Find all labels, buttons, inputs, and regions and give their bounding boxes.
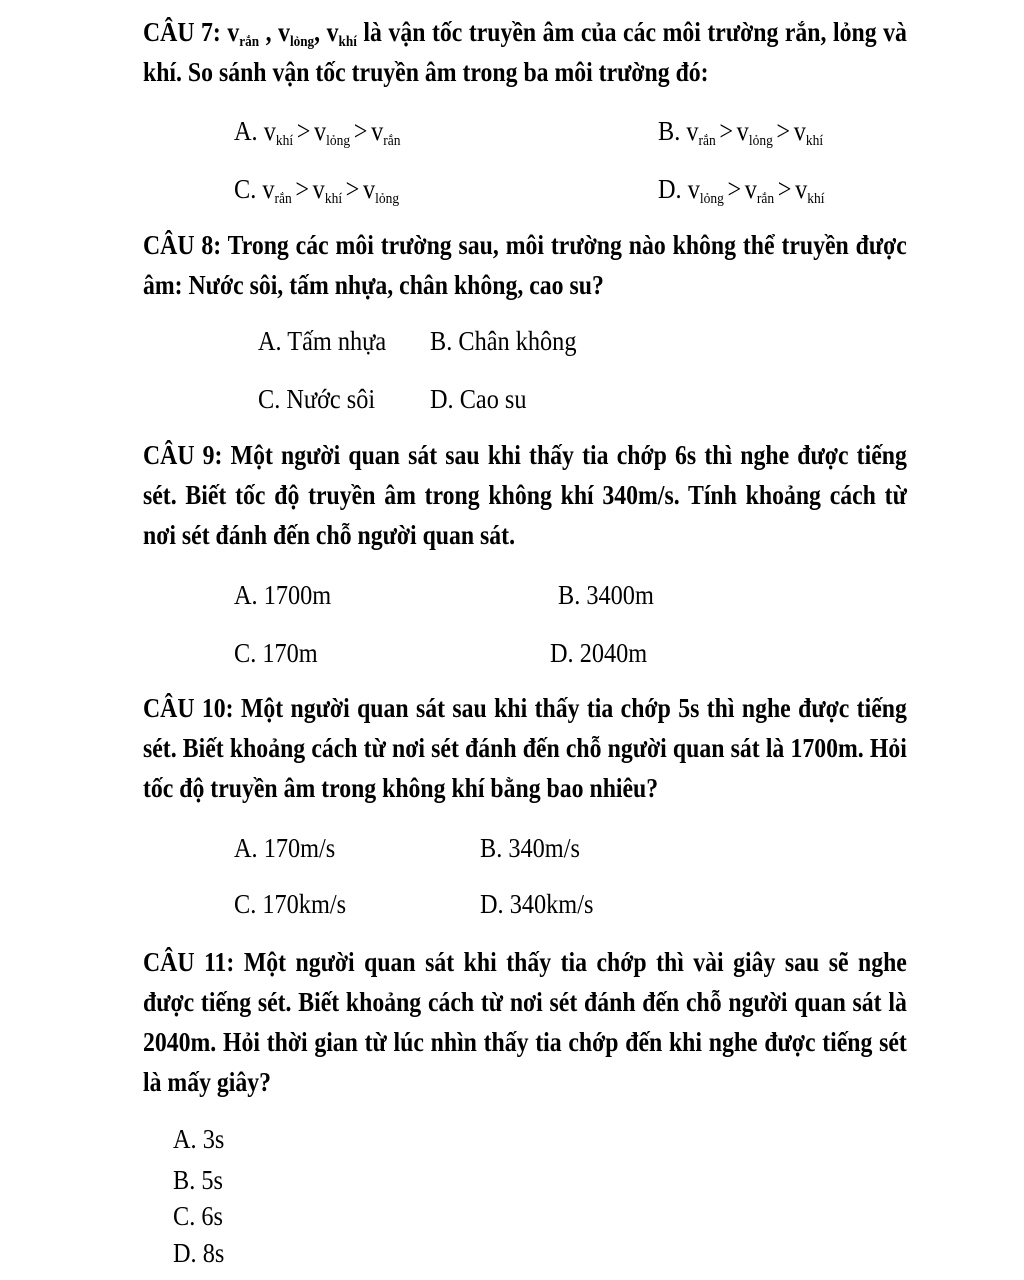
- q10-option-d[interactable]: D. 340km/s: [480, 889, 594, 919]
- question-7: CÂU 7: $v_{rắn}$ , $v_{lỏng}$, $v_{khí}$ là vận tốc truyền âm của các môi trường rắn, lỏng và khí. So sánh vận tốc truyền âm trong ba môi trường đó:: [143, 17, 907, 87]
- q10-option-c[interactable]: C. 170km/s: [234, 889, 347, 919]
- q9-option-b[interactable]: B. 3400m: [558, 580, 654, 610]
- q11-option-c[interactable]: C. 6s: [173, 1201, 223, 1231]
- q8-option-b[interactable]: B. Chân không: [430, 326, 577, 356]
- q9-option-c[interactable]: C. 170m: [234, 638, 318, 668]
- question-10: CÂU 10: Một người quan sát sau khi thấy tia chớp 5s thì nghe được tiếng sét. Biết khoảng cách từ nơi sét đánh đến chỗ người quan sát là 1700m. Hỏi tốc độ truyền âm trong không khí bằng bao nhiêu?: [143, 693, 907, 803]
- q11-option-b[interactable]: B. 5s: [173, 1165, 223, 1195]
- q9-option-a[interactable]: A. 1700m: [234, 580, 332, 610]
- q11-option-d[interactable]: D. 8s: [173, 1238, 225, 1268]
- q7-option-c[interactable]: C. $v_{rắn} > v_{khí} > v_{lỏng}$: [234, 174, 400, 207]
- q8-option-d[interactable]: D. Cao su: [430, 384, 527, 414]
- q8-option-c[interactable]: C. Nước sôi: [258, 384, 376, 414]
- q7-option-d[interactable]: D. $v_{lỏng} > v_{rắn} > v_{khí}$: [658, 174, 825, 207]
- q10-option-a[interactable]: A. 170m/s: [234, 833, 336, 863]
- question-8: CÂU 8: Trong các môi trường sau, môi trường nào không thể truyền được âm: Nước sôi, tấm nhựa, chân không, cao su?: [143, 230, 907, 300]
- q7-option-a[interactable]: A. $v_{khí} > v_{lỏng} > v_{rắn}$: [234, 116, 401, 149]
- q9-option-d[interactable]: D. 2040m: [550, 638, 648, 668]
- question-11: CÂU 11: Một người quan sát khi thấy tia chớp thì vài giây sau sẽ nghe được tiếng sét. Biết khoảng cách từ nơi sét đánh đến chỗ người quan sát là 2040m. Hỏi thời gian từ lúc nhìn thấy tia chớp đến khi nghe được tiếng sét là mấy giây?: [143, 947, 907, 1097]
- q11-option-a[interactable]: A. 3s: [173, 1124, 225, 1154]
- q10-option-b[interactable]: B. 340m/s: [480, 833, 580, 863]
- q8-option-a[interactable]: A. Tấm nhựa: [258, 326, 387, 356]
- question-7-label: CÂU 7:: [143, 17, 221, 47]
- q7-option-b[interactable]: B. $v_{rắn} > v_{lỏng} > v_{khí}$: [658, 116, 824, 149]
- question-7-text: là vận tốc truyền âm của các môi trường rắn, lỏng và khí. So sánh vận tốc truyền âm trong ba môi trường đó:: [143, 17, 907, 87]
- question-9: CÂU 9: Một người quan sát sau khi thấy tia chớp 6s thì nghe được tiếng sét. Biết tốc độ truyền âm trong không khí 340m/s. Tính khoảng cách từ nơi sét đánh đến chỗ người quan sát.: [143, 440, 907, 550]
